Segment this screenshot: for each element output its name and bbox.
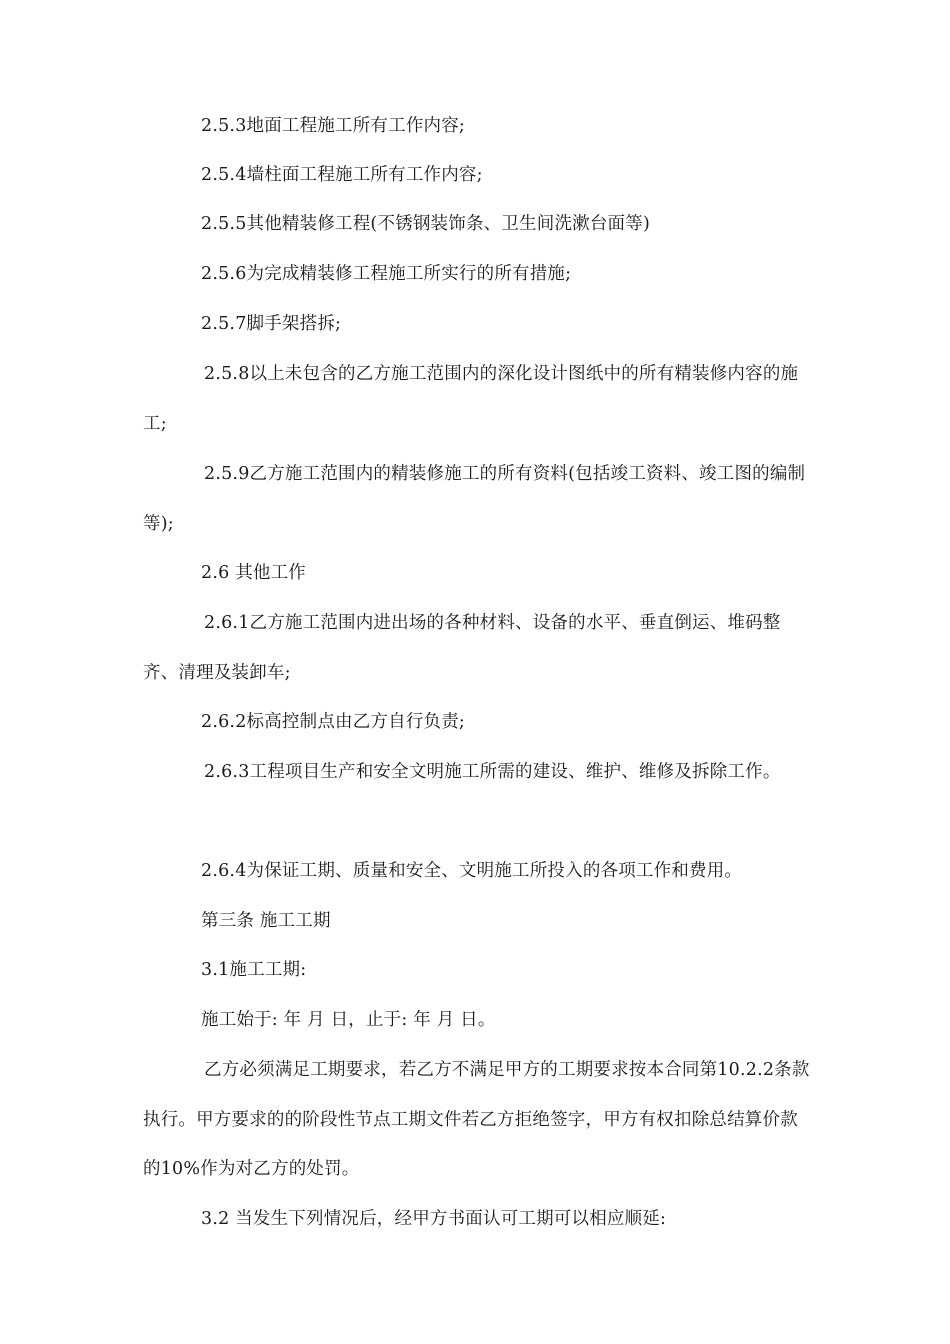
paragraph-2-5-9: 2.5.9乙方施工范围内的精装修施工的所有资料(包括竣工资料、竣工图的编制等); — [143, 464, 806, 534]
paragraph-2-5-5: 2.5.5其他精装修工程(不锈钢装饰条、卫生间洗漱台面等) — [201, 214, 650, 234]
paragraph-2-5-8: 2.5.8以上未包含的乙方施工范围内的深化设计图纸中的所有精装修内容的施工; — [143, 364, 799, 434]
paragraph-schedule-requirement: 乙方必须满足工期要求，若乙方不满足甲方的工期要求按本合同第10.2.2条款执行。甲方要求的的阶段性节点工期文件若乙方拒绝签字，甲方有权扣除总结算价款的10%作为对乙方的处罚。 — [143, 1060, 810, 1179]
paragraph-2-6-1: 2.6.1乙方施工范围内进出场的各种材料、设备的水平、垂直倒运、堆码整齐、清理及装卸车; — [143, 613, 781, 683]
paragraph-2-5-4: 2.5.4墙柱面工程施工所有工作内容; — [201, 165, 483, 185]
paragraph-2-5-6: 2.5.6为完成精装修工程施工所实行的所有措施; — [201, 264, 572, 284]
heading-2-6: 2.6 其他工作 — [201, 563, 306, 583]
paragraph-construction-dates: 施工始于: 年 月 日，止于: 年 月 日。 — [201, 1010, 496, 1030]
paragraph-3-2: 3.2 当发生下列情况后，经甲方书面认可工期可以相应顺延: — [201, 1209, 667, 1229]
paragraph-2-5-7: 2.5.7脚手架搭拆; — [201, 314, 342, 334]
heading-article-3: 第三条 施工工期 — [201, 911, 331, 931]
paragraph-2-6-4: 2.6.4为保证工期、质量和安全、文明施工所投入的各项工作和费用。 — [201, 861, 743, 881]
paragraph-2-6-2: 2.6.2标高控制点由乙方自行负责; — [201, 712, 466, 732]
paragraph-2-6-3: 2.6.3工程项目生产和安全文明施工所需的建设、维护、维修及拆除工作。 — [204, 762, 781, 782]
paragraph-3-1: 3.1施工工期: — [201, 960, 307, 980]
paragraph-2-5-3: 2.5.3地面工程施工所有工作内容; — [201, 116, 466, 136]
